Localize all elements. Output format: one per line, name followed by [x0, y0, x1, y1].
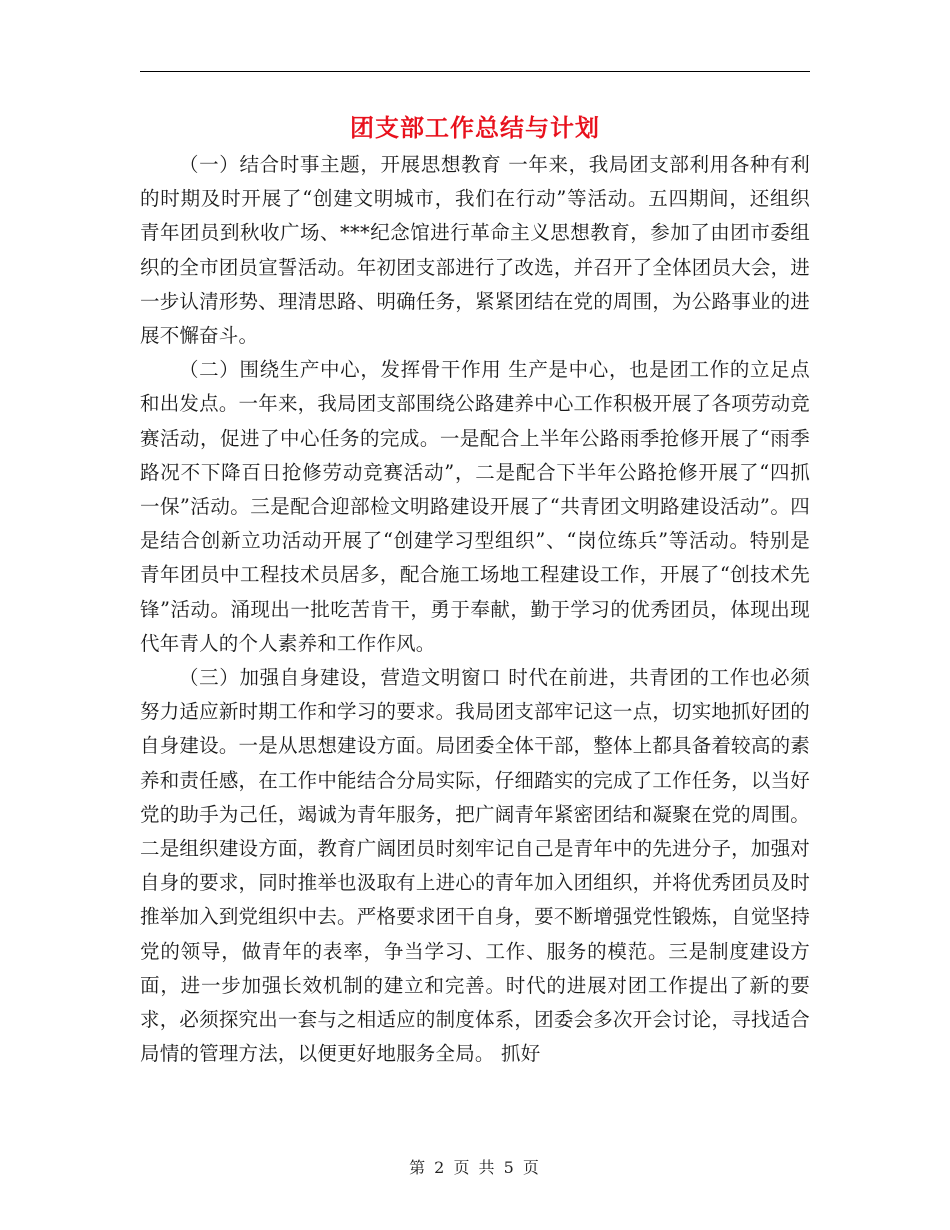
document-title: 团支部工作总结与计划: [350, 114, 600, 142]
document-body: [140, 148, 810, 1071]
header-rule: [140, 71, 810, 72]
paragraph-3: （三）加强自身建设，营造文明窗口 时代在前进，共青团的工作也必须努力适应新时期工作和学习的要求。我局团支部牢记这一点，切实地抓好团的自身建设。一是从思想建设方面。局团委全体干部，整体上都具备着较高的素养和责任感，在工作中能结合分局实际，仔细踏实的完成了工作任务，以当好党的助手为己任，竭诚为青年服务，把广阔青年紧密团结和凝聚在党的周围。二是组织建设方面，教育广阔团员时刻牢记自己是青年中的先进分子，加强对自身的要求，同时推举也汲取有上进心的青年加入团组织，并将优秀团员及时推举加入到党组织中去。严格要求团干自身，要不断增强党性锻炼，自觉坚持党的领导，做青年的表率，争当学习、工作、服务的模范。三是制度建设方面，进一步加强长效机制的建立和完善。时代的进展对团工作提出了新的要求，必须探究出一套与之相适应的制度体系，团委会多次开会讨论，寻找适合局情的管理方法，以便更好地服务全局。 抓好: [140, 666, 810, 1066]
page-number-footer: 第 2 页 共 5 页: [409, 1158, 541, 1177]
paragraph-2: （二）围绕生产中心，发挥骨干作用 生产是中心，也是团工作的立足点和出发点。一年来，我局团支部围绕公路建养中心工作积极开展了各项劳动竞赛活动，促进了中心任务的完成。一是配合上半年公路雨季抢修开展了“雨季路况不下降百日抢修劳动竞赛活动”，二是配合下半年公路抢修开展了“四抓一保”活动。三是配合迎部检文明路建设开展了“共青团文明路建设活动”。四是结合创新立功活动开展了“创建学习型组织”、“岗位练兵”等活动。特别是青年团员中工程技术员居多，配合施工场地工程建设工作，开展了“创技术先锋”活动。涌现出一批吃苦肯干，勇于奉献，勤于学习的优秀团员，体现出现代年青人的个人素养和工作作风。: [140, 358, 810, 655]
paragraph-1: （一）结合时事主题，开展思想教育 一年来，我局团支部利用各种有利的时期及时开展了“创建文明城市，我们在行动”等活动。五四期间，还组织青年团员到秋收广场、***纪念馆进行革命主义思想教育，参加了由团市委组织的全市团员宣誓活动。年初团支部进行了改选，并召开了全体团员大会，进一步认清形势、理清思路、明确任务，紧紧团结在党的周围，为公路事业的进展不懈奋斗。: [140, 153, 810, 348]
